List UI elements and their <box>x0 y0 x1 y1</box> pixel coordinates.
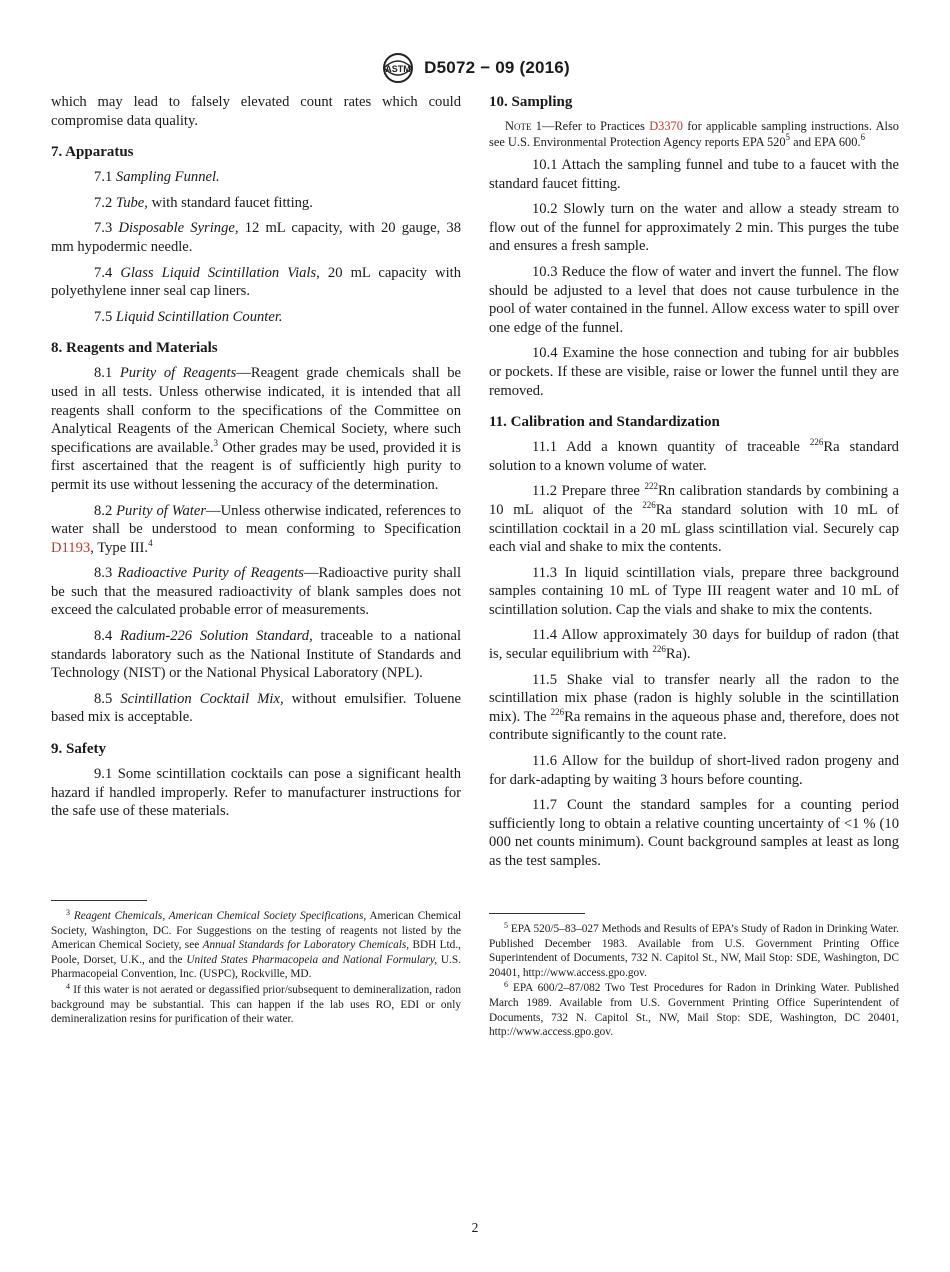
item-7-3: 7.3 Disposable Syringe, 12 mL capacity, with 20 gauge, 38 mm hypodermic needle. <box>51 220 461 255</box>
right-column <box>489 93 899 878</box>
paragraph-10-3: 10.3 Reduce the flow of water and invert the funnel. The flow should be adjusted to a level that does not cause turbulence in the pool of water contained in the funnel. Allow excess water to spill over one edge of the funnel. <box>489 263 899 336</box>
document-id: D5072 − 09 (2016) <box>424 58 570 77</box>
paragraph-8-1: 8.1 Purity of Reagents—Reagent grade chemicals shall be used in all tests. Unless otherwise indicated, it is intended that all reagents shall conform to the specifications of the Committee on Analytical Reagents of the American Chemical Society, where such specifications are available.$^3$ Other grades may be used, provided it is first ascertained that the reagent is of sufficiently high purity to permit its use without lessening the accuracy of the determination. <box>51 365 461 493</box>
paragraph-11-7: 11.7 Count the standard samples for a counting period sufficiently long to obtain a relative counting uncertainty of <1 % (10 000 net counts minimum). Count background samples at least as long as the test samples. <box>489 797 899 869</box>
item-7-1: 7.1 Sampling Funnel. <box>94 169 220 186</box>
footnote-3: $^3$ Reagent Chemicals, American Chemical Society Specifications, American Chemical Society, Washington, DC. For Suggestions on the testing of reagents not listed by the American Chemical Society, see Annual Standards for Laboratory Chemicals, BDH Ltd., Poole, Dorset, U.K., and the United States Pharmacopeia and National Formulary, U.S. Pharmacopeial Convention, Inc. (USPC), Rockville, MD. <box>51 908 461 981</box>
footnote-4: $^4$ If this water is not aerated or degassified prior/subsequent to demineralization, radon background may be substantial. This can happen if the lab uses RO, EDI or only demineralization resins for purification of their water. <box>51 981 461 1026</box>
left-column <box>51 93 461 828</box>
paragraph-8-4: 8.4 Radium-226 Solution Standard, traceable to a national standards laboratory such as the National Institute of Standards and Technology (NIST) or the National Physical Laboratory (NPL). <box>51 628 461 682</box>
section-8-heading: 8. Reagents and Materials <box>51 340 218 357</box>
paragraph-10-2: 10.2 Slowly turn on the water and allow a steady stream to flow out of the funnel for approximately 2 min. This purges the tube and ensures a fresh sample. <box>489 201 899 255</box>
paragraph-11-2: 11.2 Prepare three $^{222}$Rn calibration standards by combining a 10 mL aliquot of the $^{226}$Ra standard solution with 10 mL of scintillation cocktail in a 20 mL glass scintillation vial. Securely cap each vial and shake to mix the contents. <box>489 481 900 556</box>
logo-text: ASTM <box>385 64 411 74</box>
d3370-link[interactable]: D3370 <box>649 119 683 133</box>
paragraph-8-5: 8.5 Scintillation Cocktail Mix, without emulsifier. Toluene based mix is acceptable. <box>51 690 461 726</box>
paragraph-11-4: 11.4 Allow approximately 30 days for buildup of radon (that is, secular equilibrium with $^{226}$Ra). <box>489 627 899 663</box>
paragraph-10-4: 10.4 Examine the hose connection and tubing for air bubbles or pockets. If these are visible, raise or lower the funnel until they are removed. <box>489 345 899 399</box>
item-7-2: 7.2 Tube, with standard faucet fitting. <box>94 194 313 211</box>
section-7-heading: 7. Apparatus <box>51 144 134 161</box>
paragraph-11-5: 11.5 Shake vial to transfer nearly all the radon to the scintillation mix phase (radon is highly soluble in the scintillation mix). The $^{226}$Ra remains in the aqueous phase and, therefore, does not contribute significantly to the count rate. <box>489 671 900 744</box>
footnote-divider <box>489 913 585 914</box>
left-footnotes <box>51 900 461 1028</box>
paragraph-8-3: 8.3 Radioactive Purity of Reagents—Radioactive purity shall be such that the measured radioactivity of blank samples does not exceed the calculated probable error of measurements. <box>51 565 462 619</box>
paragraph-10-1: 10.1 Attach the sampling funnel and tube to a faucet with the standard faucet fitting. <box>489 157 899 192</box>
page-header <box>0 52 950 84</box>
note-1: Note 1—Refer to Practices D3370 for applicable sampling instructions. Also see U.S. Environmental Protection Agency reports EPA $520^5$ and EPA 600.$^6$ <box>489 119 900 149</box>
page-number: 2 <box>471 1220 479 1235</box>
paragraph-11-1: 11.1 Add a known quantity of traceable $^{226}$Ra standard solution to a known volume of water. <box>489 437 899 474</box>
footnote-5: $^5$ EPA 520/5–83–027 Methods and Results of EPA’s Study of Radon in Drinking Water. Published December 1983. Available from U.S. Government Printing Office Superintendent of Documents, 732 N. Capitol St., NW, Mail Stop: SDE, Washington, DC 20401, http://www.access.gpo.gov. <box>489 921 900 979</box>
section-9-heading: 9. Safety <box>51 741 106 758</box>
item-7-5: 7.5 Liquid Scintillation Counter. <box>94 308 283 325</box>
d1193-link[interactable]: D1193 <box>51 539 91 556</box>
section-11-heading: 11. Calibration and Standardization <box>489 414 720 431</box>
intro-paragraph: which may lead to falsely elevated count rates which could compromise data quality. <box>51 94 461 129</box>
paragraph-11-3: 11.3 In liquid scintillation vials, prepare three background samples containing 10 mL of Type III reagent water and 10 mL of scintillation solution. Cap the vials and shake to mix the contents. <box>489 564 899 618</box>
section-10-heading: 10. Sampling <box>489 94 573 110</box>
paragraph-9-1: 9.1 Some scintillation cocktails can pose a significant health hazard if handled improperly. Refer to manufacturer instructions for the safe use of these materials. <box>51 766 461 820</box>
paragraph-11-6: 11.6 Allow for the buildup of short-lived radon progeny and for dark-adapting by waiting 3 hours before counting. <box>489 753 899 788</box>
right-footnotes <box>489 913 899 1041</box>
astm-logo-icon <box>380 52 416 84</box>
item-7-4: 7.4 Glass Liquid Scintillation Vials, 20 mL capacity with polyethylene inner seal cap liners. <box>51 264 461 300</box>
paragraph-8-2: 8.2 Purity of Water—Unless otherwise indicated, references to water shall be understood to mean conforming to Specification D1193, Type III.$^4$ <box>51 502 461 556</box>
footnote-divider <box>51 900 147 901</box>
footnote-6: $^6$ EPA 600/2–87/082 Two Test Procedures for Radon in Drinking Water. Published March 1989. Available from U.S. Government Printing Office Superintendent of Documents, 732 N. Capitol St., NW, Mail Stop: SDE, Washington, DC 20401, http://www.access.gpo.gov. <box>489 980 899 1039</box>
